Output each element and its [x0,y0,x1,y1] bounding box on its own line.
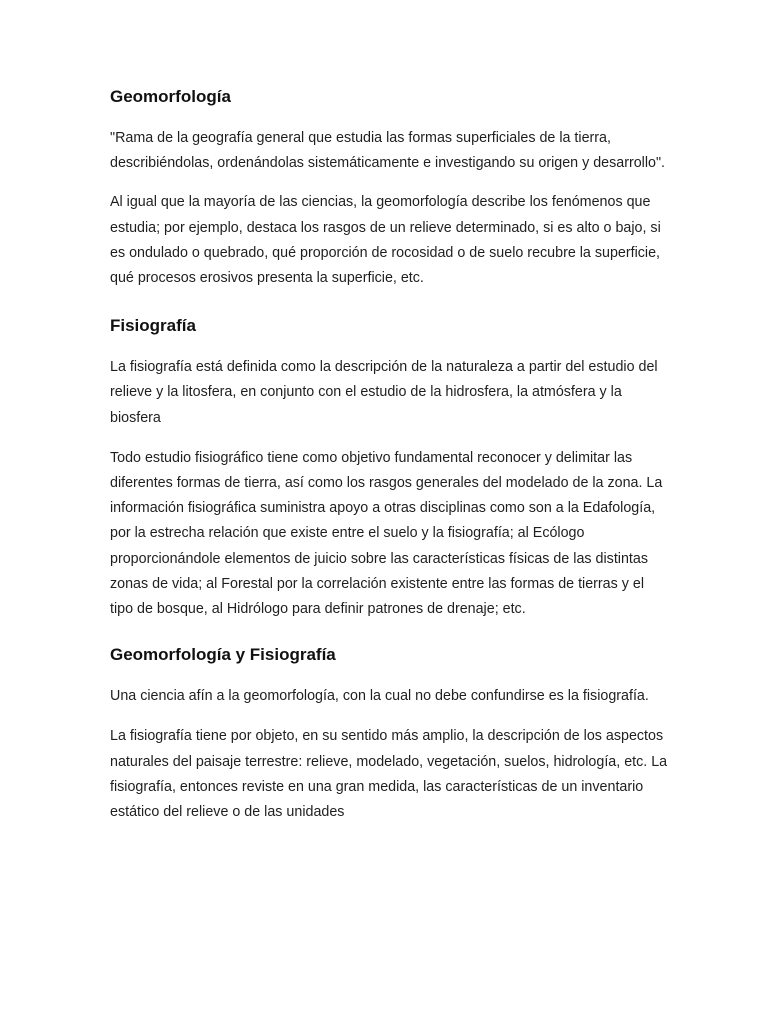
paragraph: Todo estudio fisiográfico tiene como objetivo fundamental reconocer y delimitar las diferentes formas de tierra, así como los rasgos generales del modelado de la zona. La información fisiográfica suministra apoyo a otras disciplinas como son a la Edafología, por la estrecha relación que existe entre el suelo y la fisiografía; al Ecólogo proporcionándole elementos de juicio sobre las características físicas de las distintas zonas de vida; al Forestal por la correlación existente entre las formas de tierras y el tipo de bosque, al Hidrólogo para definir patrones de drenaje; etc. [110,449,663,618]
paragraph: La fisiografía tiene por objeto, en su sentido más amplio, la descripción de los aspectos naturales del paisaje terrestre: relieve, modelado, vegetación, suelos, hidrología, etc. La fisiografía, entonces reviste en una gran medida, las características de un inventario estático del relieve o de las unidades [110,728,668,821]
paragraph: Una ciencia afín a la geomorfología, con la cual no debe confundirse es la fisiografía. [110,688,649,705]
paragraph: La fisiografía está definida como la descripción de la naturaleza a partir del estudio del relieve y la litosfera, en conjunto con el estudio de la hidrosfera, la atmósfera y la biosfera [110,359,658,426]
paragraph: Al igual que la mayoría de las ciencias, la geomorfología describe los fenómenos que estudia; por ejemplo, destaca los rasgos de un relieve determinado, si es alto o bajo, si es ondulado o quebrado, qué proporción de rocosidad o de suelo recubre la superficie, qué procesos erosivos presenta la superficie, etc. [110,194,661,287]
document-page [110,86,670,825]
section-title-geomorfologia: Geomorfología [110,87,231,106]
paragraph: "Rama de la geografía general que estudia las formas superficiales de la tierra, describiéndolas, ordenándolas sistemáticamente e investigando su origen y desarrollo". [110,130,666,172]
section-title-fisiografia: Fisiografía [110,316,196,336]
section-title-geomorfologia-y-fisiografia: Geomorfología y Fisiografía [110,645,336,665]
